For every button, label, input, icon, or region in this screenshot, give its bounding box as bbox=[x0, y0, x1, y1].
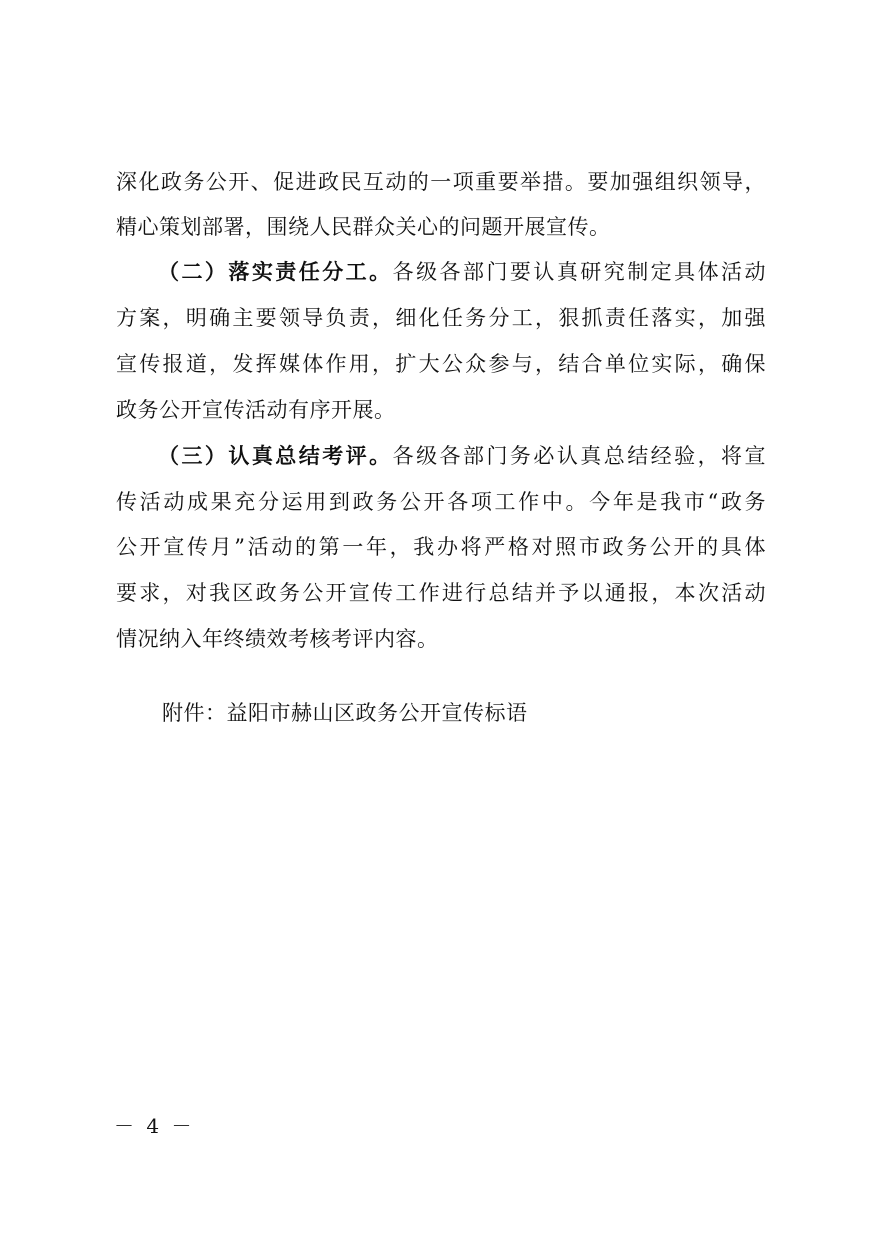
body-line-9: 情况纳入年终绩效考核考评内容。 bbox=[116, 627, 439, 651]
body-line-6: 传活动成果充分运用到政务公开各项工作中。今年是我市“政务 bbox=[116, 490, 766, 514]
body-line-4: 宣传报道，发挥媒体作用，扩大公众参与，结合单位实际，确保 bbox=[116, 352, 766, 376]
section-2-heading: （二）落实责任分工。 bbox=[158, 259, 393, 284]
section-3-first-line-text: 各级各部门务必认真总结经验，将宣 bbox=[392, 444, 767, 468]
attachment-note: 附件：益阳市赫山区政务公开宣传标语 bbox=[162, 701, 528, 725]
body-line-3: 方案，明确主要领导负责，细化任务分工，狠抓责任落实，加强 bbox=[116, 306, 766, 330]
section-3-heading: （三）认真总结考评。 bbox=[158, 443, 393, 468]
section-3-first-line bbox=[158, 434, 766, 478]
body-line-1: 深化政务公开、促进政民互动的一项重要举措。要加强组织领导， bbox=[116, 170, 766, 194]
body-line-2: 精心策划部署，围绕人民群众关心的问题开展宣传。 bbox=[116, 215, 611, 239]
body-line-8: 要求，对我区政务公开宣传工作进行总结并予以通报，本次活动 bbox=[116, 581, 766, 605]
body-line-7: 公开宣传月”活动的第一年，我办将严格对照市政务公开的具体 bbox=[116, 535, 766, 559]
body-line-5: 政务公开宣传活动有序开展。 bbox=[116, 398, 396, 422]
section-2-first-line-text: 各级各部门要认真研究制定具体活动 bbox=[392, 260, 767, 284]
section-2-first-line bbox=[158, 250, 766, 294]
page-number: － 4 － bbox=[114, 1114, 195, 1138]
